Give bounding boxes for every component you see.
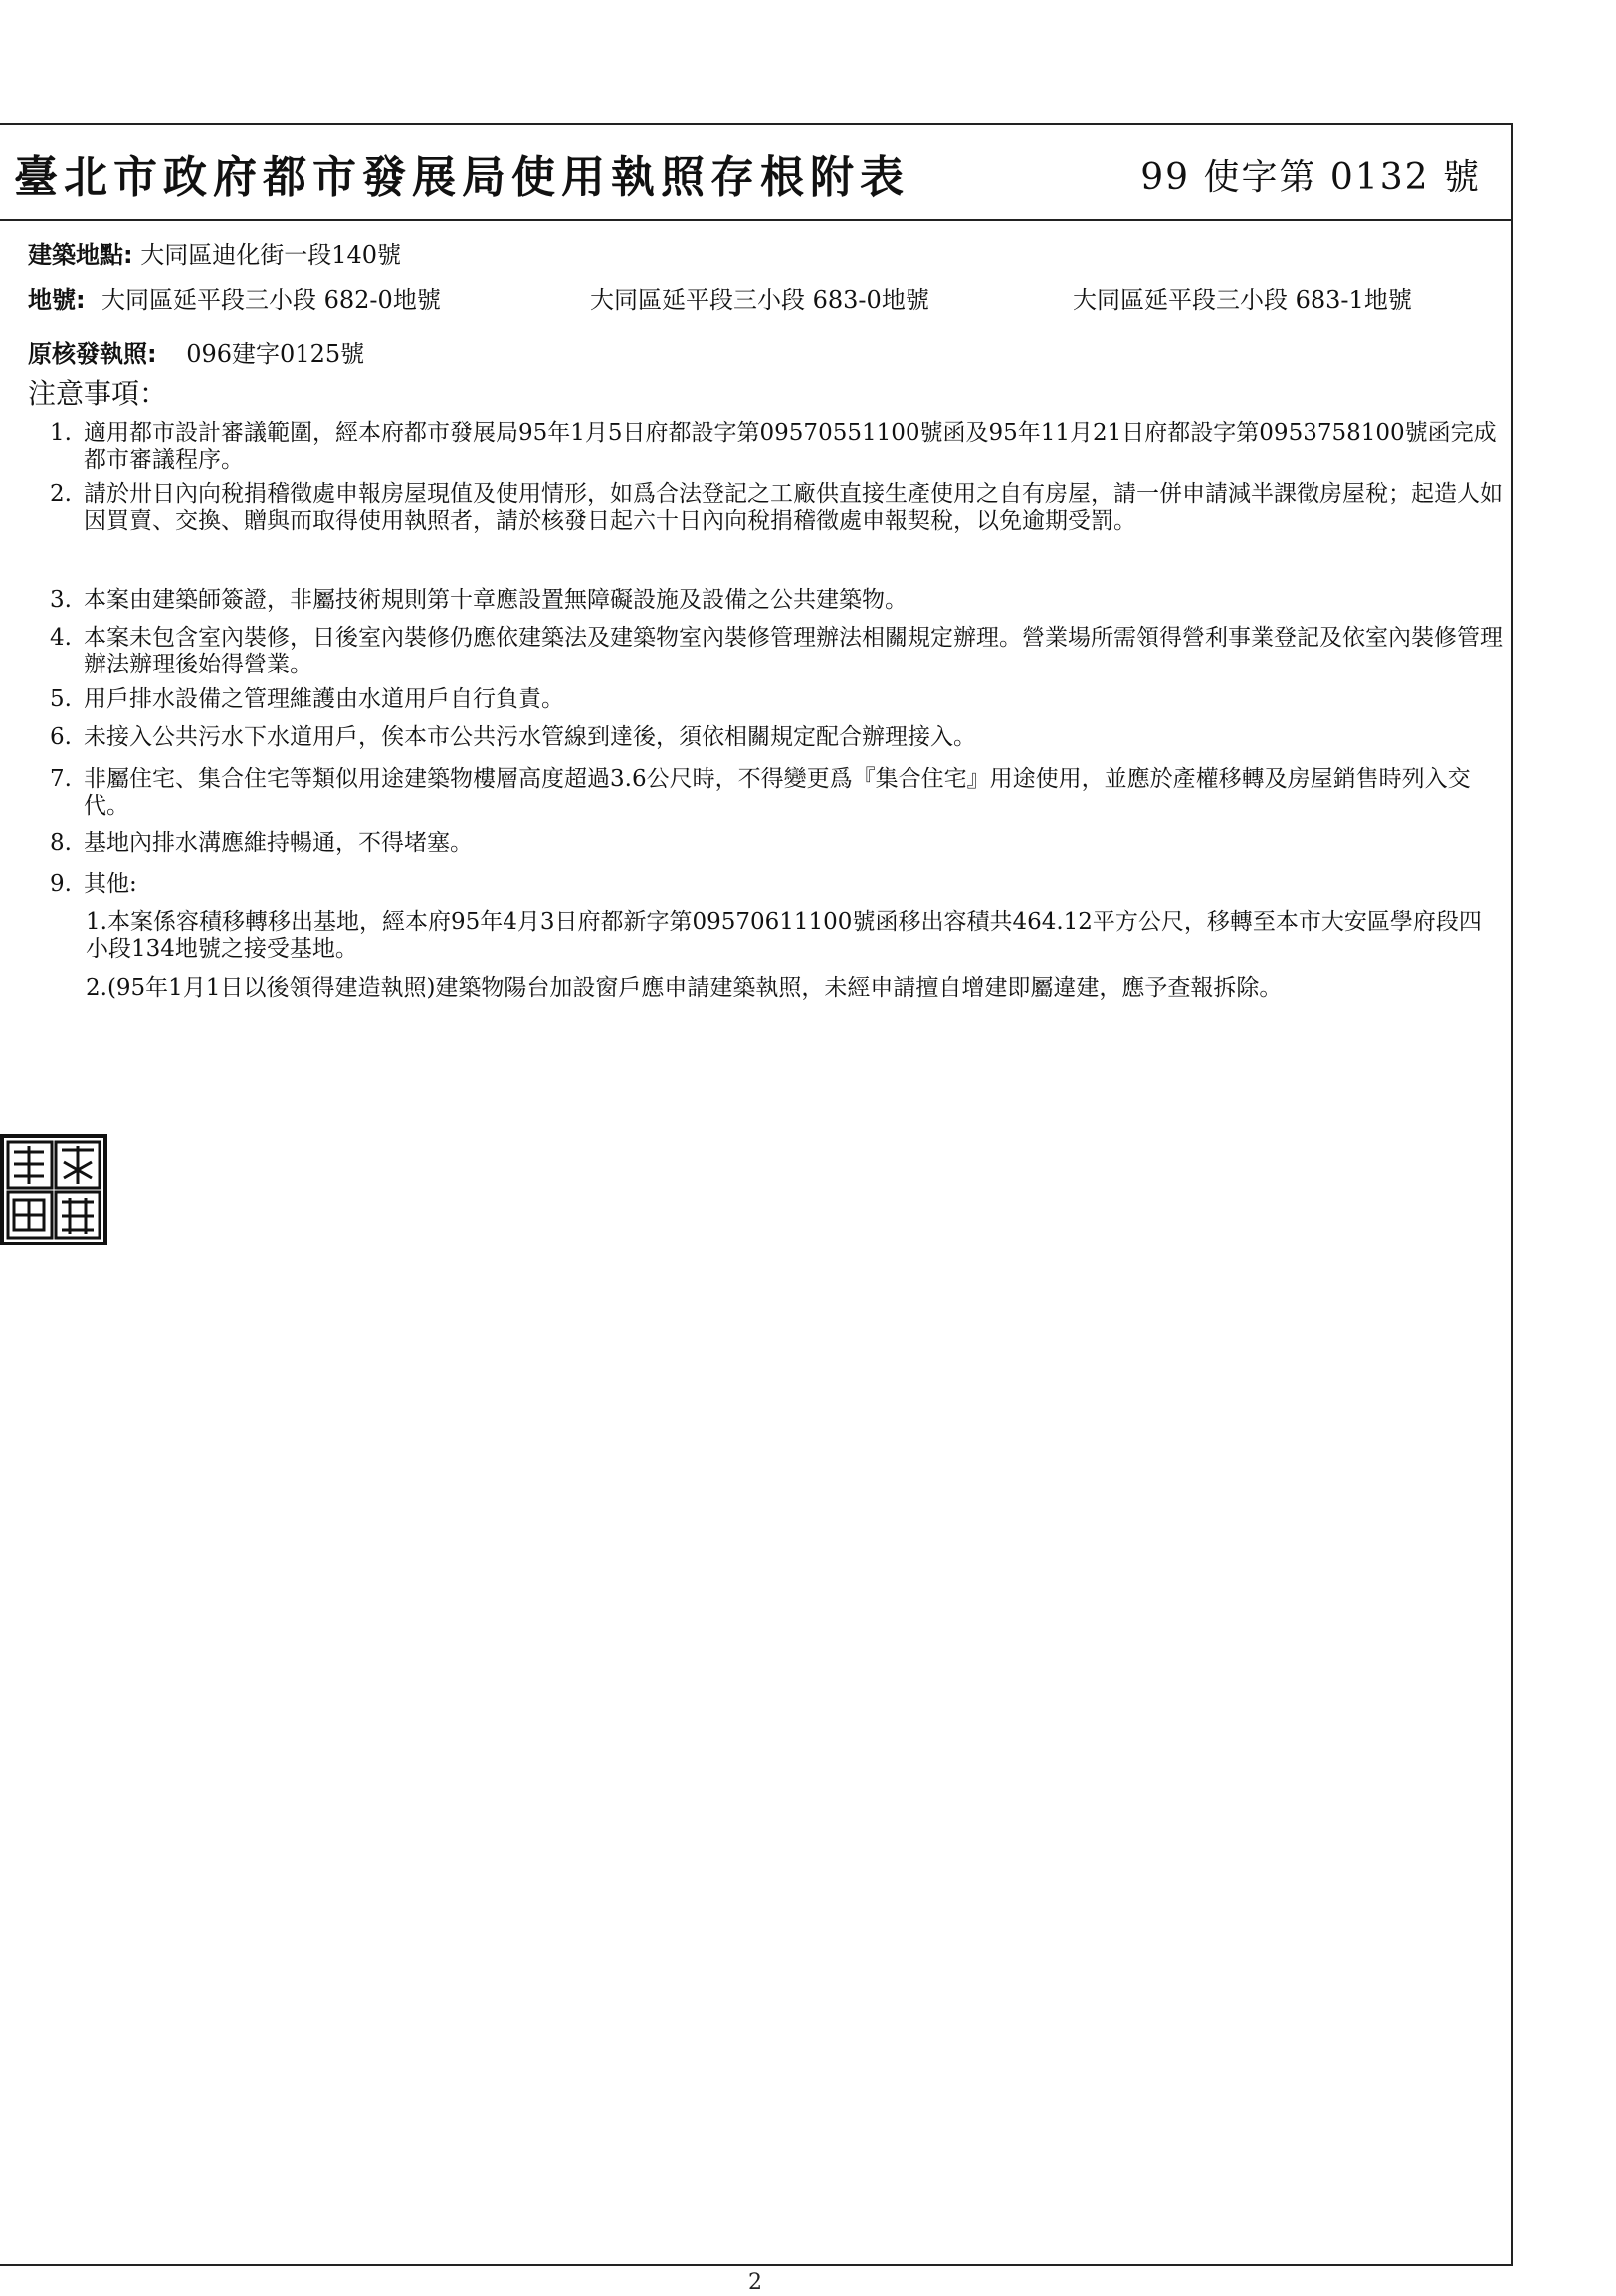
note-text: 非屬住宅、集合住宅等類似用途建築物樓層高度超過3.6公尺時，不得變更爲『集合住宅』用途使用，並應於產權移轉及房屋銷售時列入交代。: [84, 766, 1471, 819]
lot-number-2: 大同區延平段三小段 683-0地號: [590, 287, 929, 314]
note-item-7: [50, 766, 1503, 820]
note-item-2: [50, 481, 1503, 535]
building-site-value: 大同區迪化街一段140號: [140, 241, 402, 269]
note-text: 請於卅日內向稅捐稽徵處申報房屋現值及使用情形，如爲合法登記之工廠供直接生產使用之自有房屋，請一併申請減半課徵房屋稅；起造人如因買賣、交換、贈與而取得使用執照者，請於核發日起六十日內向稅捐稽徵處申報契稅，以免逾期受罰。: [84, 481, 1503, 534]
original-permit-label: 原核發執照:: [28, 340, 157, 368]
note-number: 5.: [50, 686, 72, 712]
lot-number-3: 大同區延平段三小段 683-1地號: [1073, 287, 1412, 314]
note-item-1: [50, 420, 1503, 474]
note-item-9: [50, 871, 1503, 898]
note-number: 1.: [50, 420, 72, 446]
note-number: 8.: [50, 830, 72, 856]
building-site-label: 建築地點:: [28, 241, 133, 269]
note-text: 用戶排水設備之管理維護由水道用戶自行負責。: [84, 686, 564, 712]
lot-number-1: 大同區延平段三小段 682-0地號: [101, 287, 441, 314]
note-number: 3.: [50, 587, 72, 613]
note-number: 4.: [50, 625, 72, 651]
building-site-line: [28, 235, 401, 270]
notes-title: 注意事項：: [28, 377, 168, 410]
note-item-5: [50, 686, 1503, 713]
note-number: 9.: [50, 871, 72, 897]
note-item-3: [50, 587, 1503, 614]
original-permit-line: [28, 334, 364, 369]
note-number: 7.: [50, 766, 72, 792]
lot-line: [28, 281, 1501, 314]
lot-label: 地號:: [28, 287, 86, 314]
original-permit-value: 096建字0125號: [186, 340, 365, 368]
note-text: 基地內排水溝應維持暢通，不得堵塞。: [84, 830, 473, 856]
note-number: 6.: [50, 724, 72, 750]
note-text: 本案未包含室內裝修，日後室內裝修仍應依建築法及建築物室內裝修管理辦法相關規定辦理。營業場所需領得營利事業登記及依室內裝修管理辦法辦理後始得營業。: [84, 625, 1503, 677]
note-text: 本案由建築師簽證，非屬技術規則第十章應設置無障礙設施及設備之公共建築物。: [84, 587, 908, 613]
note-number: 2.: [50, 481, 72, 507]
note-item-6: [50, 724, 1503, 751]
note-item-4: [50, 625, 1503, 678]
permit-number: 99 使字第 0132 號: [1140, 157, 1481, 198]
title-row: [0, 125, 1511, 221]
official-seal-icon: [0, 1132, 107, 1247]
note-text: 適用都市設計審議範圍，經本府都市發展局95年1月5日府都設字第09570551100號函及95年11月21日府都設字第0953758100號函完成都市審議程序。: [84, 420, 1497, 473]
note-text: 未接入公共污水下水道用戶，俟本市公共污水管線到達後，須依相關規定配合辦理接入。: [84, 724, 976, 750]
note-text: 其他:: [84, 871, 137, 897]
other-item-2: 2.(95年1月1日以後領得建造執照)建築物陽台加設窗戶應申請建築執照，未經申請擅自增建即屬違建，應予查報拆除。: [86, 975, 1283, 1001]
document-title: 臺北市政府都市發展局使用執照存根附表: [14, 152, 909, 203]
other-item-1: 1.本案係容積移轉移出基地，經本府95年4月3日府都新字第09570611100號函移出容積共464.12平方公尺，移轉至本市大安區學府段四小段134地號之接受基地。: [86, 909, 1482, 962]
page-number: 2: [748, 2270, 762, 2295]
note-item-8: [50, 830, 1503, 857]
